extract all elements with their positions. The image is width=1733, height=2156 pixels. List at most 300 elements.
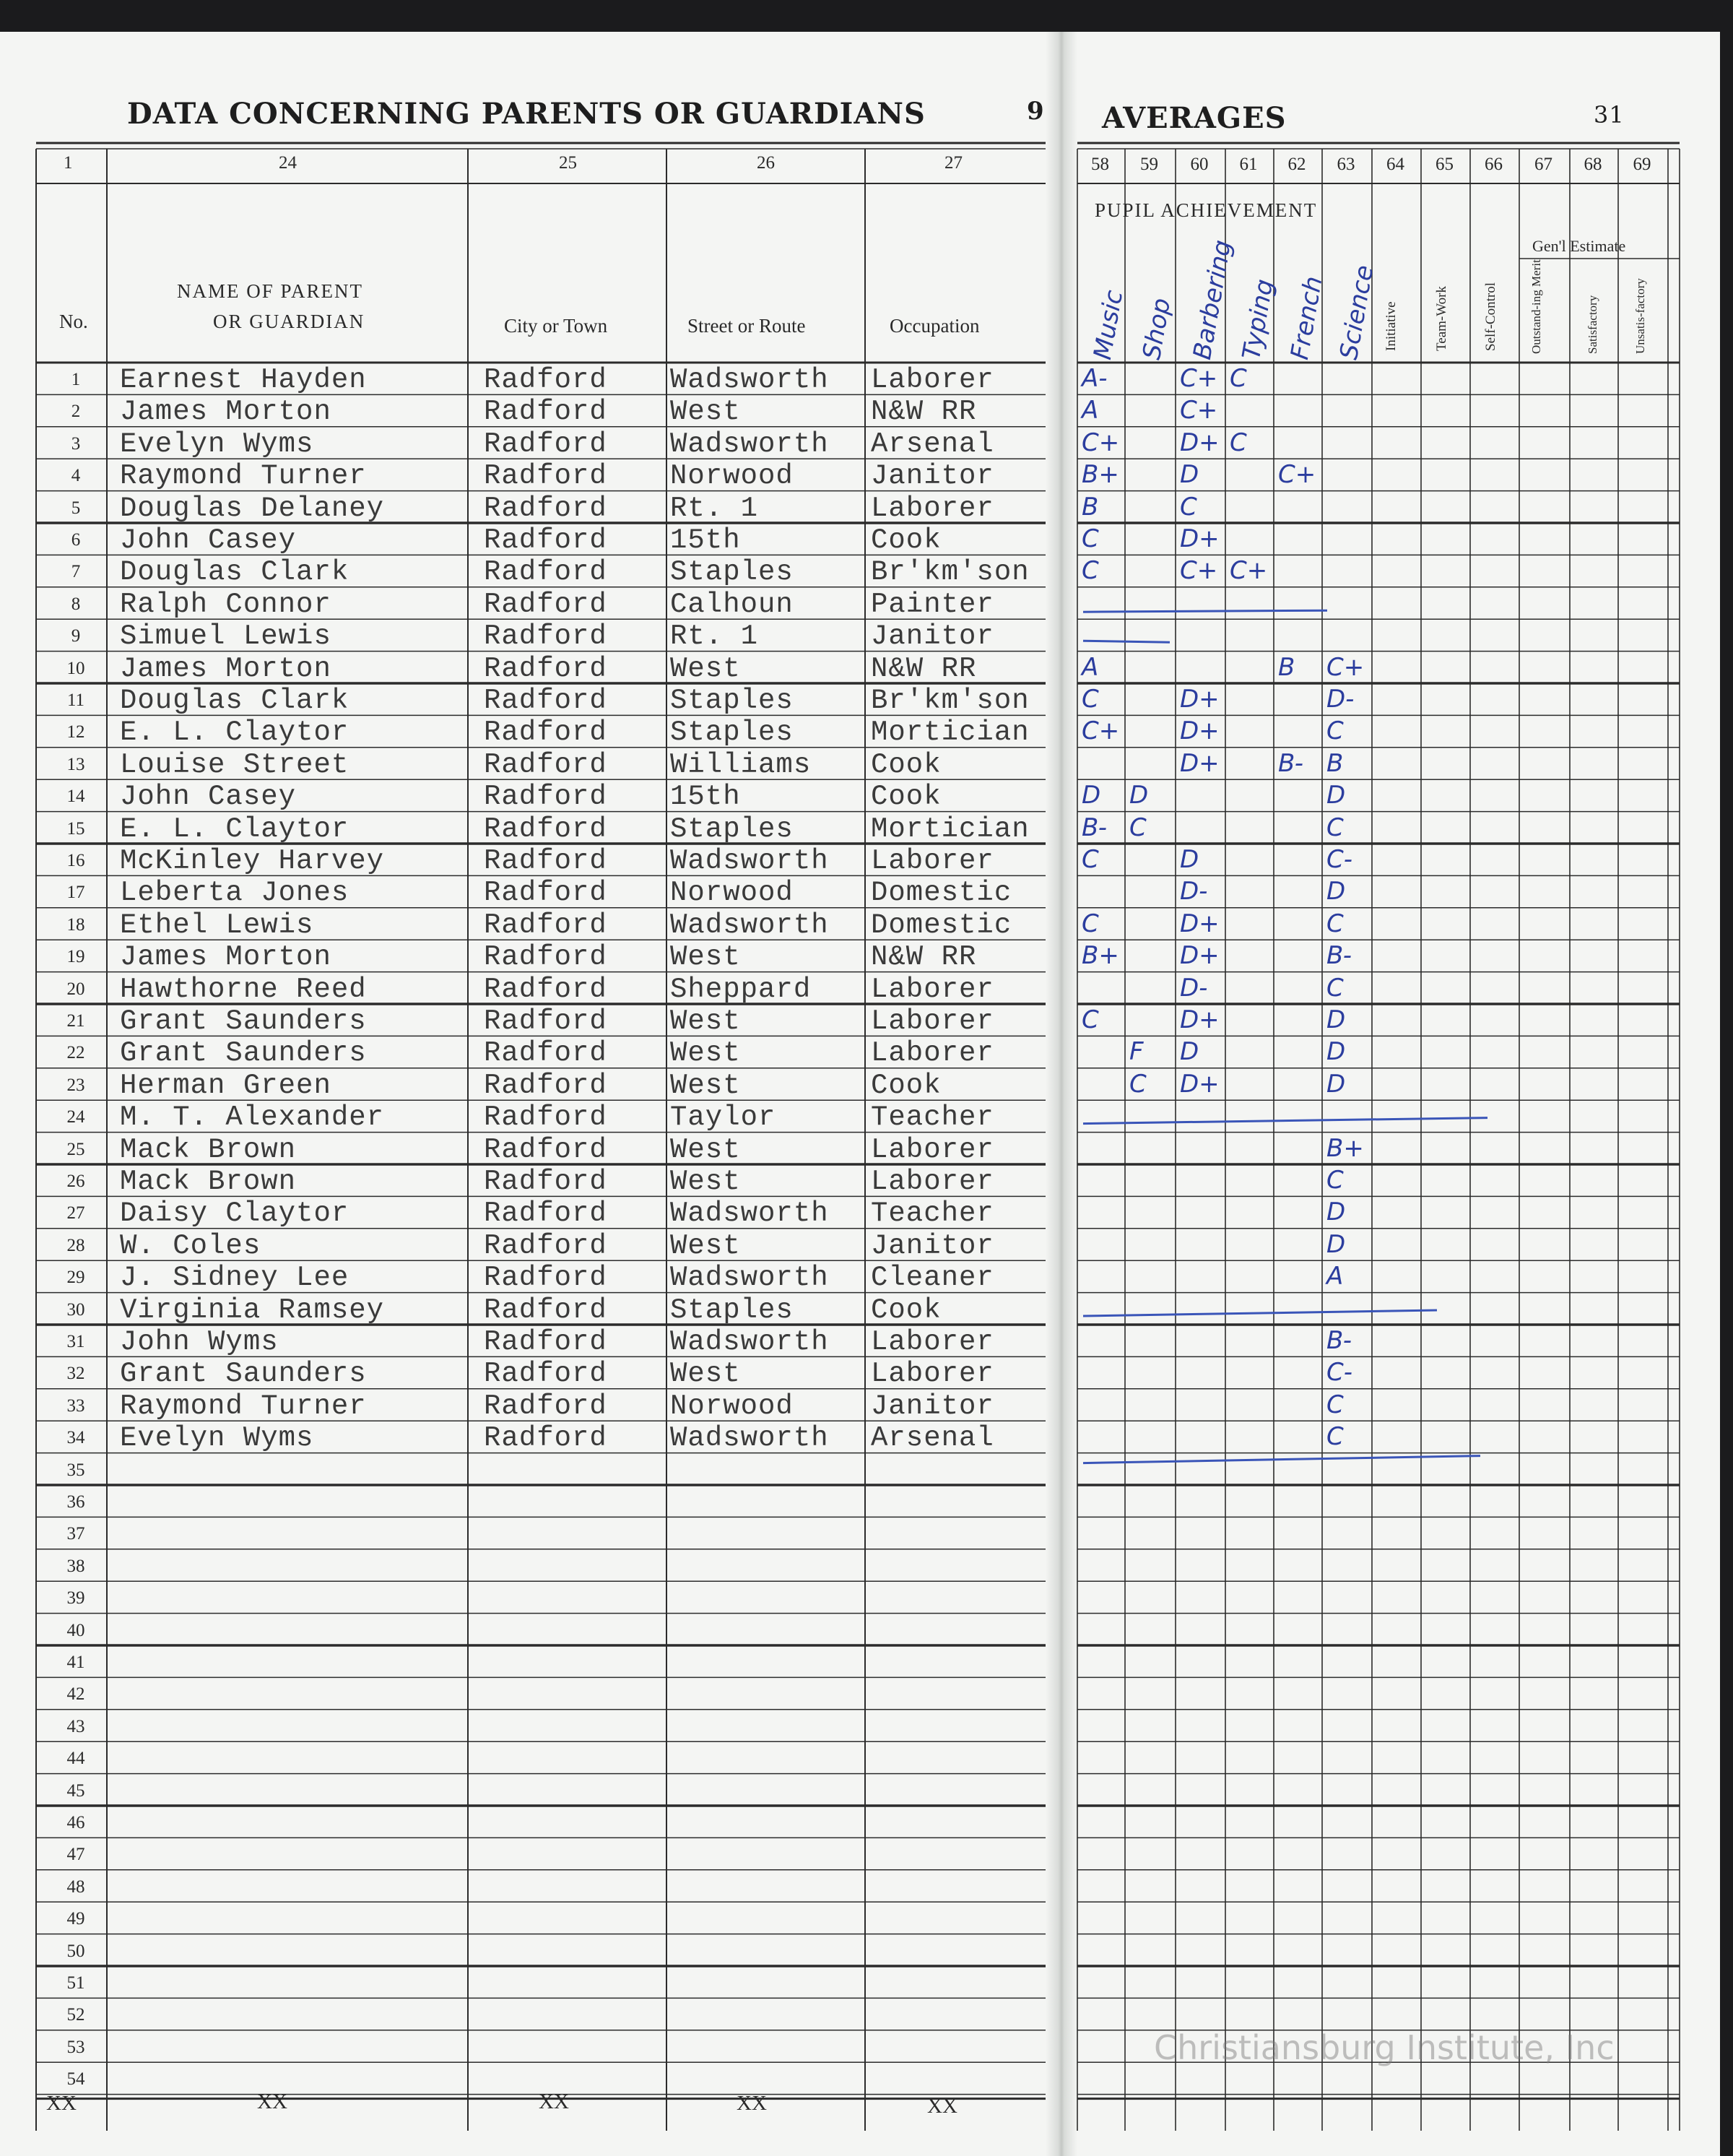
grade-barbering: D+	[1180, 716, 1220, 746]
row-number: 3	[71, 433, 81, 454]
guardian-occupation-cell: Janitor	[871, 1229, 994, 1262]
grade-barbering: D+	[1180, 941, 1220, 971]
grade-music: B	[1082, 492, 1099, 521]
grade-science: D	[1326, 877, 1346, 906]
right-column-number: 61	[1239, 155, 1258, 174]
right-column-number: 69	[1633, 155, 1651, 174]
left-column-number: 26	[757, 153, 775, 173]
self-control-label: Self-Control	[1483, 282, 1498, 351]
row-number: 46	[66, 1813, 85, 1832]
outstanding-merit-label: Outstand-ing Merit	[1529, 259, 1543, 354]
row-number: 23	[66, 1075, 85, 1095]
guardian-city-cell: Radford	[484, 685, 607, 716]
guardian-city-cell: Radford	[484, 364, 607, 396]
header-street: Street or Route	[687, 315, 806, 337]
guardian-city-cell: Radford	[484, 941, 607, 974]
row-number: 22	[66, 1043, 85, 1063]
grade-typing: C+	[1230, 556, 1268, 586]
right-page-number: 31	[1594, 101, 1625, 129]
guardian-city-cell: Radford	[484, 1005, 607, 1037]
row-number: 8	[71, 594, 81, 614]
grade-music: C	[1082, 909, 1099, 938]
grade-science: B+	[1326, 1133, 1364, 1163]
row-number: 21	[66, 1011, 85, 1031]
guardian-occupation-cell: Cleaner	[871, 1262, 994, 1294]
header-city: City or Town	[504, 315, 608, 337]
row-number: 47	[66, 1845, 85, 1865]
guardian-occupation-cell: Laborer	[871, 1166, 994, 1198]
grade-barbering: D+	[1180, 685, 1220, 714]
guardian-occupation-cell: Teacher	[871, 1198, 994, 1230]
grade-barbering: D+	[1180, 428, 1220, 457]
row-number: 54	[66, 2069, 85, 2090]
grade-science: C	[1326, 1422, 1344, 1452]
guardian-street-cell: West	[670, 1358, 741, 1390]
row-number: 39	[66, 1588, 85, 1609]
guardian-name-cell: Mack Brown	[120, 1133, 297, 1166]
row-number: 12	[66, 722, 85, 743]
guardian-occupation-cell: Cook	[871, 1069, 942, 1101]
subject-heading-barbering: Barbering	[1187, 238, 1237, 362]
guardian-occupation-cell: Laborer	[871, 364, 994, 396]
guardian-name-cell: Grant Saunders	[120, 1005, 367, 1037]
genl-estimate-label: Gen'l Estimate	[1532, 237, 1626, 255]
guardian-city-cell: Radford	[484, 1422, 607, 1455]
grade-music: B-	[1082, 813, 1107, 842]
left-column-number: 24	[279, 153, 297, 173]
guardian-occupation-cell: Laborer	[871, 1037, 994, 1070]
guardian-city-cell: Radford	[484, 909, 607, 941]
grade-typing: C	[1230, 428, 1247, 457]
row-number: 49	[66, 1909, 85, 1929]
row-number: 6	[71, 530, 81, 550]
grade-music: C	[1082, 685, 1099, 714]
guardian-occupation-cell: Janitor	[871, 620, 994, 653]
grade-science: D	[1326, 1069, 1346, 1099]
grade-science: C-	[1326, 1358, 1353, 1387]
row-number: 35	[66, 1460, 85, 1480]
guardian-city-cell: Radford	[484, 1358, 607, 1390]
guardian-street-cell: Calhoun	[670, 588, 794, 620]
grade-science: C	[1326, 716, 1344, 746]
guardian-occupation-cell: Mortician	[871, 716, 1030, 749]
guardian-street-cell: West	[670, 1037, 741, 1070]
blue-divider-line	[1083, 641, 1170, 642]
blue-divider-line	[1083, 610, 1327, 612]
grade-science: D	[1326, 1198, 1346, 1227]
grade-music: B+	[1082, 941, 1119, 971]
guardian-street-cell: Wadsworth	[670, 428, 829, 460]
guardian-city-cell: Radford	[484, 1198, 607, 1230]
guardian-street-cell: Wadsworth	[670, 909, 829, 941]
guardian-city-cell: Radford	[484, 620, 607, 653]
guardian-name-cell: E. L. Claytor	[120, 716, 349, 749]
guardian-street-cell: Wadsworth	[670, 364, 829, 396]
guardian-street-cell: West	[670, 1166, 741, 1198]
guardian-street-cell: West	[670, 396, 741, 428]
guardian-street-cell: Staples	[670, 556, 794, 589]
guardian-name-cell: Daisy Claytor	[120, 1198, 349, 1230]
row-number: 20	[66, 979, 85, 999]
guardian-city-cell: Radford	[484, 1294, 607, 1326]
guardian-street-cell: West	[670, 652, 741, 685]
grade-music: C	[1082, 524, 1099, 553]
grade-science: D-	[1326, 685, 1355, 714]
guardian-name-cell: Evelyn Wyms	[120, 1422, 314, 1455]
left-page-title: DATA CONCERNING PARENTS OR GUARDIANS	[127, 97, 926, 131]
blue-divider-line	[1083, 1310, 1437, 1316]
right-column-number: 65	[1436, 155, 1454, 174]
guardian-name-cell: Raymond Turner	[120, 1390, 367, 1422]
guardian-street-cell: Staples	[670, 685, 794, 716]
row-number: 31	[66, 1332, 85, 1351]
guardian-street-cell: Wadsworth	[670, 1198, 829, 1230]
right-column-number: 59	[1140, 155, 1158, 174]
subject-heading-french: French	[1285, 274, 1329, 362]
guardian-name-cell: Douglas Delaney	[120, 492, 385, 524]
row-number: 27	[66, 1203, 85, 1224]
guardian-name-cell: Douglas Clark	[120, 685, 349, 716]
grade-science: D	[1326, 781, 1346, 810]
grade-science: C	[1326, 1166, 1344, 1195]
guardian-street-cell: Norwood	[670, 1390, 794, 1422]
footer-xx-name: XX	[257, 2090, 287, 2113]
pupil-achievement-label: PUPIL ACHIEVEMENT	[1095, 199, 1318, 221]
guardian-city-cell: Radford	[484, 428, 607, 460]
guardian-city-cell: Radford	[484, 1262, 607, 1294]
row-number: 40	[66, 1620, 85, 1640]
guardian-occupation-cell: Laborer	[871, 1133, 994, 1166]
satisfactory-label: Satisfactory	[1586, 295, 1599, 354]
guardian-street-cell: Rt. 1	[670, 492, 759, 524]
initiative-label: Initiative	[1384, 301, 1399, 351]
guardian-name-cell: James Morton	[120, 396, 331, 428]
grade-science: A	[1326, 1262, 1344, 1291]
grade-music: C+	[1082, 716, 1120, 746]
row-number: 10	[66, 658, 85, 678]
guardian-name-cell: Virginia Ramsey	[120, 1294, 385, 1326]
guardian-city-cell: Radford	[484, 877, 607, 909]
guardian-street-cell: Sheppard	[670, 973, 812, 1005]
left-page-number: 9	[1027, 97, 1045, 126]
guardian-street-cell: Wadsworth	[670, 1262, 829, 1294]
row-number: 53	[66, 2037, 85, 2057]
row-number: 19	[66, 947, 85, 967]
right-column-number: 66	[1485, 155, 1503, 174]
footer-xx-occupation: XX	[927, 2095, 957, 2118]
guardian-city-cell: Radford	[484, 460, 607, 493]
grade-barbering: D-	[1180, 877, 1208, 906]
grade-barbering: C+	[1180, 396, 1218, 425]
grade-music: C	[1082, 1005, 1099, 1034]
guardian-city-cell: Radford	[484, 492, 607, 524]
row-number: 51	[66, 1973, 85, 1993]
unsatisfactory-label: Unsatis-factory	[1633, 278, 1647, 354]
grade-music: A-	[1082, 364, 1108, 393]
guardian-name-cell: Simuel Lewis	[120, 620, 331, 653]
guardian-name-cell: Evelyn Wyms	[120, 428, 314, 460]
row-number: 5	[71, 498, 81, 518]
grade-barbering: D+	[1180, 909, 1220, 938]
guardian-occupation-cell: N&W RR	[871, 652, 977, 685]
grade-science: C+	[1326, 652, 1365, 682]
row-number: 11	[66, 690, 85, 710]
guardian-city-cell: Radford	[484, 813, 607, 845]
right-column-number: 62	[1287, 155, 1306, 174]
guardian-occupation-cell: Cook	[871, 1294, 942, 1326]
header-name-line1: NAME OF PARENT	[177, 280, 364, 302]
row-number: 45	[66, 1780, 85, 1801]
row-number: 36	[66, 1492, 85, 1512]
guardian-occupation-cell: Cook	[871, 524, 942, 556]
grade-science: B-	[1326, 941, 1352, 971]
grade-barbering: D+	[1180, 1069, 1220, 1099]
guardian-city-cell: Radford	[484, 1390, 607, 1422]
guardian-name-cell: Grant Saunders	[120, 1037, 367, 1070]
guardian-street-cell: West	[670, 1229, 741, 1262]
grade-barbering: C+	[1180, 364, 1218, 393]
row-number: 30	[66, 1299, 85, 1320]
row-number: 43	[66, 1716, 85, 1736]
guardian-city-cell: Radford	[484, 588, 607, 620]
guardian-name-cell: M. T. Alexander	[120, 1101, 385, 1134]
guardian-city-cell: Radford	[484, 652, 607, 685]
guardian-city-cell: Radford	[484, 748, 607, 781]
row-number: 4	[71, 466, 81, 486]
guardian-city-cell: Radford	[484, 1133, 607, 1166]
guardian-occupation-cell: Domestic	[871, 909, 1012, 941]
guardian-street-cell: Wadsworth	[670, 845, 829, 877]
guardian-street-cell: 15th	[670, 524, 741, 556]
guardian-city-cell: Radford	[484, 556, 607, 589]
header-occupation: Occupation	[890, 315, 980, 337]
grade-science: B	[1326, 748, 1344, 778]
guardian-name-cell: Mack Brown	[120, 1166, 297, 1198]
guardian-occupation-cell: Laborer	[871, 1326, 994, 1358]
guardian-city-cell: Radford	[484, 973, 607, 1005]
row-number: 14	[66, 787, 85, 807]
grade-music: A	[1082, 652, 1099, 682]
grade-music: C	[1082, 556, 1099, 586]
guardian-occupation-cell: Teacher	[871, 1101, 994, 1134]
row-number: 37	[66, 1524, 85, 1544]
guardian-street-cell: Wadsworth	[670, 1422, 829, 1455]
grade-music: A	[1082, 396, 1099, 425]
guardian-occupation-cell: Cook	[871, 748, 942, 781]
guardian-city-cell: Radford	[484, 845, 607, 877]
row-number: 17	[66, 883, 85, 903]
grade-science: C	[1326, 1390, 1344, 1419]
guardian-name-cell: McKinley Harvey	[120, 845, 385, 877]
row-number: 29	[66, 1268, 85, 1288]
row-number: 25	[66, 1139, 85, 1159]
guardian-street-cell: Wadsworth	[670, 1326, 829, 1358]
row-number: 28	[66, 1235, 85, 1255]
grade-shop: D	[1129, 781, 1149, 810]
guardian-street-cell: West	[670, 1069, 741, 1101]
header-name-line2: OR GUARDIAN	[213, 311, 365, 332]
grade-shop: F	[1129, 1037, 1144, 1067]
guardian-name-cell: Hawthorne Reed	[120, 973, 367, 1005]
guardian-name-cell: Raymond Turner	[120, 460, 367, 493]
team-work-label: Team-Work	[1434, 286, 1449, 351]
guardian-occupation-cell: Laborer	[871, 845, 994, 877]
guardian-name-cell: James Morton	[120, 941, 331, 974]
grade-music: C+	[1082, 428, 1120, 457]
grade-science: C	[1326, 973, 1344, 1003]
guardian-occupation-cell: Cook	[871, 781, 942, 813]
row-number: 33	[66, 1395, 85, 1416]
grade-science: D	[1326, 1229, 1346, 1259]
grade-science: C-	[1326, 845, 1353, 874]
left-column-number: 27	[944, 153, 963, 173]
guardian-name-cell: Herman Green	[120, 1069, 331, 1101]
grade-science: C	[1326, 813, 1344, 842]
row-number: 44	[66, 1749, 85, 1769]
guardian-occupation-cell: Laborer	[871, 1005, 994, 1037]
right-column-number: 63	[1337, 155, 1355, 174]
guardian-occupation-cell: Painter	[871, 588, 994, 620]
grade-shop: C	[1129, 1069, 1147, 1099]
row-number: 34	[66, 1428, 85, 1448]
row-number: 2	[71, 402, 81, 422]
guardian-street-cell: Rt. 1	[670, 620, 759, 653]
guardian-name-cell: John Casey	[120, 781, 297, 813]
guardian-street-cell: West	[670, 1133, 741, 1166]
guardian-street-cell: Williams	[670, 748, 812, 781]
grade-french: B-	[1278, 748, 1303, 778]
grade-french: C+	[1278, 460, 1316, 490]
row-number: 48	[66, 1876, 85, 1897]
subject-heading-shop: Shop	[1137, 295, 1177, 362]
subject-heading-science: Science	[1334, 263, 1379, 362]
guardian-street-cell: Norwood	[670, 877, 794, 909]
guardian-city-cell: Radford	[484, 1101, 607, 1134]
grade-barbering: D+	[1180, 524, 1220, 553]
guardian-street-cell: West	[670, 1005, 741, 1037]
guardian-street-cell: Staples	[670, 813, 794, 845]
row-number: 52	[66, 2005, 85, 2025]
guardian-occupation-cell: Domestic	[871, 877, 1012, 909]
guardian-street-cell: Staples	[670, 1294, 794, 1326]
guardian-city-cell: Radford	[484, 781, 607, 813]
footer-xx-street: XX	[737, 2092, 767, 2115]
guardian-occupation-cell: N&W RR	[871, 396, 977, 428]
grade-science: D	[1326, 1005, 1346, 1034]
right-column-number: 68	[1584, 155, 1602, 174]
guardian-name-cell: Ethel Lewis	[120, 909, 314, 941]
grade-music: B+	[1082, 460, 1119, 490]
guardian-occupation-cell: Br'km'son	[871, 556, 1030, 589]
grade-typing: C	[1230, 364, 1247, 393]
guardian-name-cell: James Morton	[120, 652, 331, 685]
guardian-street-cell: Norwood	[670, 460, 794, 493]
right-column-number: 60	[1190, 155, 1209, 174]
blue-divider-line	[1083, 1118, 1487, 1124]
subject-heading-typing: Typing	[1236, 277, 1280, 362]
grade-barbering: D	[1180, 845, 1199, 874]
row-number: 9	[71, 626, 81, 646]
grade-barbering: D-	[1180, 973, 1208, 1003]
grade-barbering: D+	[1180, 748, 1220, 778]
grade-music: C	[1082, 845, 1099, 874]
guardian-city-cell: Radford	[484, 1326, 607, 1358]
guardian-occupation-cell: Arsenal	[871, 428, 994, 460]
guardian-name-cell: Louise Street	[120, 748, 349, 781]
guardian-name-cell: J. Sidney Lee	[120, 1262, 349, 1294]
row-number: 42	[66, 1684, 85, 1705]
guardian-occupation-cell: N&W RR	[871, 941, 977, 974]
row-number: 26	[66, 1172, 85, 1191]
row-number: 16	[66, 851, 85, 870]
guardian-occupation-cell: Mortician	[871, 813, 1030, 845]
row-number: 32	[66, 1364, 85, 1384]
right-column-number: 67	[1534, 155, 1552, 174]
guardian-name-cell: Douglas Clark	[120, 556, 349, 589]
right-column-number: 64	[1386, 155, 1404, 174]
guardian-name-cell: Earnest Hayden	[120, 364, 367, 396]
row-number: 7	[71, 562, 81, 582]
right-page-title: AVERAGES	[1102, 101, 1287, 135]
grade-barbering: D+	[1180, 1005, 1220, 1034]
subject-heading-music: Music	[1088, 287, 1129, 362]
row-number: 13	[66, 754, 85, 774]
grade-science: B-	[1326, 1326, 1352, 1355]
header-no: No.	[59, 311, 88, 332]
guardian-name-cell: John Wyms	[120, 1326, 279, 1358]
guardian-occupation-cell: Laborer	[871, 1358, 994, 1390]
guardian-occupation-cell: Janitor	[871, 1390, 994, 1422]
right-column-number: 58	[1091, 155, 1109, 174]
row-number: 1	[71, 370, 81, 389]
row-number: 15	[66, 818, 85, 839]
guardian-occupation-cell: Laborer	[871, 973, 994, 1005]
guardian-city-cell: Radford	[484, 524, 607, 556]
row-number: 41	[66, 1653, 85, 1672]
left-column-number: 25	[559, 153, 577, 173]
footer-xx-city: XX	[539, 2090, 569, 2113]
grade-barbering: C+	[1180, 556, 1218, 586]
guardian-city-cell: Radford	[484, 1069, 607, 1101]
grade-barbering: D	[1180, 460, 1199, 490]
row-number: 18	[66, 914, 85, 935]
grade-french: B	[1278, 652, 1295, 682]
grade-science: D	[1326, 1037, 1346, 1067]
guardian-occupation-cell: Br'km'son	[871, 685, 1030, 716]
guardian-street-cell: Taylor	[670, 1101, 776, 1134]
guardian-name-cell: W. Coles	[120, 1229, 261, 1262]
guardian-occupation-cell: Laborer	[871, 492, 994, 524]
grade-barbering: C	[1180, 492, 1197, 521]
guardian-street-cell: Staples	[670, 716, 794, 749]
left-column-number: 1	[64, 153, 73, 173]
guardian-name-cell: Ralph Connor	[120, 588, 331, 620]
grade-shop: C	[1129, 813, 1147, 842]
guardian-street-cell: West	[670, 941, 741, 974]
grade-science: C	[1326, 909, 1344, 938]
guardian-city-cell: Radford	[484, 396, 607, 428]
grade-barbering: D	[1180, 1037, 1199, 1067]
row-number: 24	[66, 1107, 85, 1127]
footer-xx-no: XX	[46, 2092, 77, 2115]
guardian-city-cell: Radford	[484, 1166, 607, 1198]
guardian-city-cell: Radford	[484, 1229, 607, 1262]
guardian-name-cell: Grant Saunders	[120, 1358, 367, 1390]
grade-music: D	[1082, 781, 1101, 810]
guardian-city-cell: Radford	[484, 1037, 607, 1070]
guardian-street-cell: 15th	[670, 781, 741, 813]
guardian-name-cell: John Casey	[120, 524, 297, 556]
